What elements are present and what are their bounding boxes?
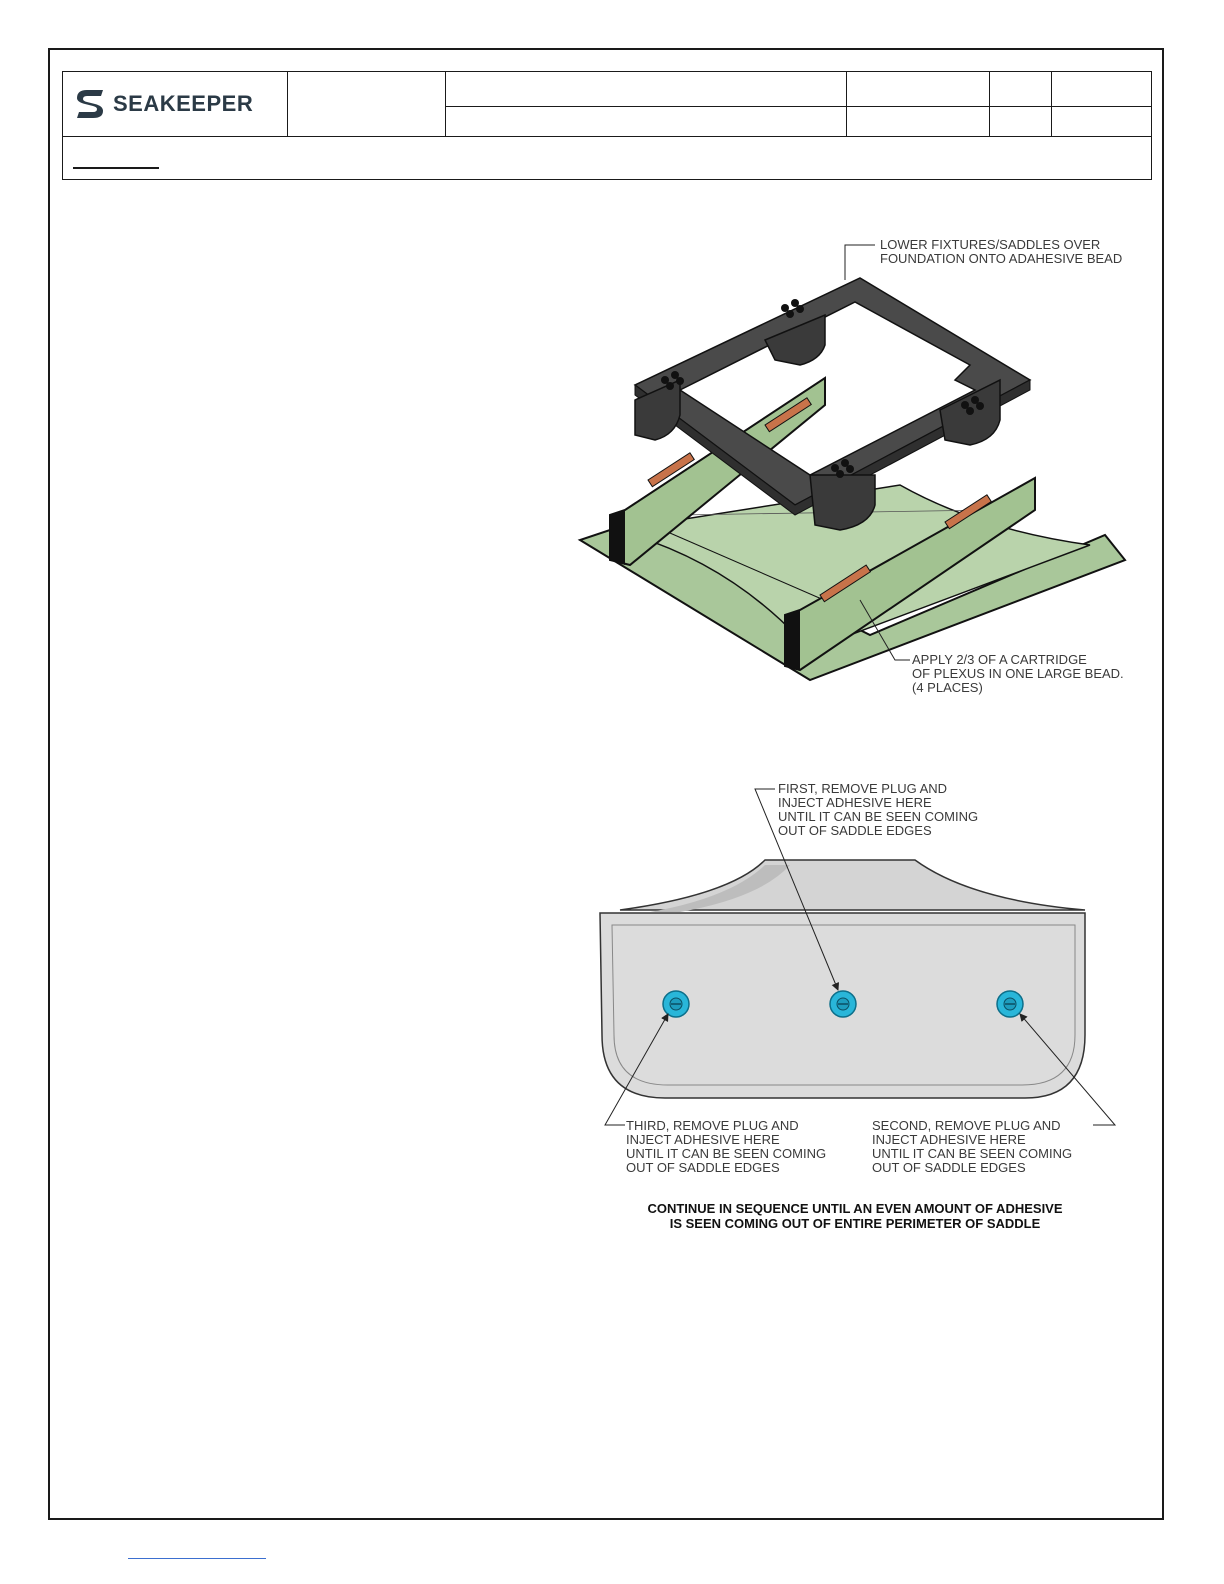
title-cell-2	[288, 72, 446, 137]
injection-plug-first	[830, 991, 856, 1017]
foundation-fixture-drawing	[570, 230, 1130, 700]
title-cell-4a	[847, 72, 990, 107]
note-underline	[73, 167, 159, 169]
title-cell-3a	[446, 72, 847, 107]
title-cell-5b	[990, 107, 1052, 137]
callout-apply-plexus: APPLY 2/3 OF A CARTRIDGE OF PLEXUS IN ONE LARGE BEAD. (4 PLACES)	[912, 652, 1124, 695]
sequence-note: CONTINUE IN SEQUENCE UNTIL AN EVEN AMOUNT OF ADHESIVE IS SEEN COMING OUT OF ENTIRE PERIMETER OF SADDLE	[647, 1201, 1063, 1231]
title-block	[62, 71, 1152, 180]
title-cell-5a	[990, 72, 1052, 107]
title-cell-6a	[1052, 72, 1152, 107]
injection-plug-third	[663, 991, 689, 1017]
brand-name: SEAKEEPER	[113, 91, 254, 116]
callout-second: SECOND, REMOVE PLUG AND INJECT ADHESIVE HERE UNTIL IT CAN BE SEEN COMING OUT OF SADDLE EDGES	[872, 1118, 1073, 1175]
title-cell-6b	[1052, 107, 1152, 137]
seakeeper-logo	[63, 88, 287, 120]
callout-lower-fixtures: LOWER FIXTURES/SADDLES OVER FOUNDATION ONTO ADAHESIVE BEAD	[880, 237, 1123, 266]
note-row	[63, 137, 1152, 180]
callout-first: FIRST, REMOVE PLUG AND INJECT ADHESIVE HERE UNTIL IT CAN BE SEEN COMING OUT OF SADDLE EDGES	[778, 781, 979, 838]
injection-plug-second	[997, 991, 1023, 1017]
callout-third: THIRD, REMOVE PLUG AND INJECT ADHESIVE HERE UNTIL IT CAN BE SEEN COMING OUT OF SADDLE EDGES	[626, 1118, 827, 1175]
title-cell-3b	[446, 107, 847, 137]
title-cell-4b	[847, 107, 990, 137]
seakeeper-s-logo-icon	[73, 88, 107, 120]
logo-cell	[63, 72, 288, 137]
leader-line-top	[845, 245, 875, 280]
footer-link-underline[interactable]	[128, 1558, 266, 1559]
saddle-top-flare	[620, 860, 1085, 910]
